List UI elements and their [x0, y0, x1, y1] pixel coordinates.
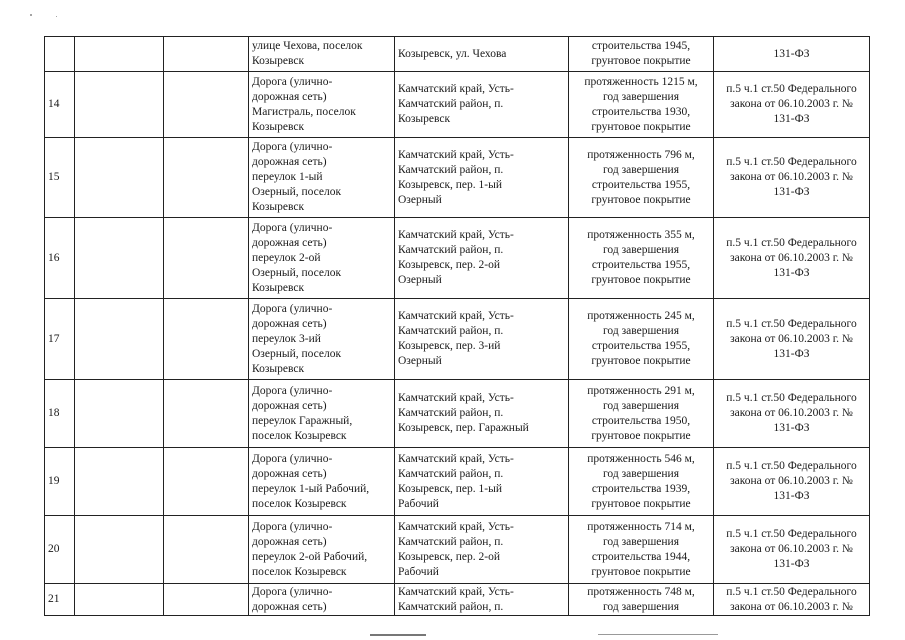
table-row: [45, 37, 870, 72]
object-characteristics: протяженность 796 м, год завершения строительства 1955, грунтовое покрытие: [569, 138, 714, 218]
scan-edge-mark: [370, 634, 426, 636]
row-number: 21: [45, 584, 75, 616]
row-number: 18: [45, 380, 75, 448]
empty-cell: [75, 584, 164, 616]
table-row: [45, 448, 870, 516]
row-number: 20: [45, 516, 75, 584]
object-characteristics: протяженность 546 м, год завершения строительства 1939, грунтовое покрытие: [569, 448, 714, 516]
object-characteristics: протяженность 355 м, год завершения строительства 1955, грунтовое покрытие: [569, 218, 714, 299]
object-address: Козыревск, ул. Чехова: [395, 37, 569, 72]
object-address: Камчатский край, Усть- Камчатский район, п.: [395, 584, 569, 616]
empty-cell: [164, 218, 249, 299]
table-row: [45, 72, 870, 138]
empty-cell: [75, 138, 164, 218]
empty-cell: [75, 380, 164, 448]
object-name: Дорога (улично- дорожная сеть) переулок 1-ый Озерный, поселок Козыревск: [249, 138, 395, 218]
object-name: Дорога (улично- дорожная сеть) Магистраль, поселок Козыревск: [249, 72, 395, 138]
row-number: 17: [45, 299, 75, 380]
legal-basis: п.5 ч.1 ст.50 Федерального закона от 06.10.2003 г. №: [714, 584, 870, 616]
empty-cell: [164, 138, 249, 218]
legal-basis: 131-ФЗ: [714, 37, 870, 72]
object-characteristics: протяженность 748 м, год завершения: [569, 584, 714, 616]
object-address: Камчатский край, Усть- Камчатский район, п. Козыревск, пер. Гаражный: [395, 380, 569, 448]
legal-basis: п.5 ч.1 ст.50 Федерального закона от 06.10.2003 г. № 131-ФЗ: [714, 448, 870, 516]
row-number: 14: [45, 72, 75, 138]
table-row: [45, 584, 870, 616]
legal-basis: п.5 ч.1 ст.50 Федерального закона от 06.10.2003 г. № 131-ФЗ: [714, 138, 870, 218]
empty-cell: [75, 516, 164, 584]
empty-cell: [75, 218, 164, 299]
row-number: 15: [45, 138, 75, 218]
empty-cell: [164, 448, 249, 516]
empty-cell: [164, 516, 249, 584]
scan-edge-mark: [598, 634, 718, 635]
empty-cell: [164, 584, 249, 616]
object-characteristics: протяженность 245 м, год завершения строительства 1955, грунтовое покрытие: [569, 299, 714, 380]
table-row: [45, 138, 870, 218]
object-name: Дорога (улично- дорожная сеть) переулок 2-ой Рабочий, поселок Козыревск: [249, 516, 395, 584]
object-characteristics: строительства 1945, грунтовое покрытие: [569, 37, 714, 72]
legal-basis: п.5 ч.1 ст.50 Федерального закона от 06.10.2003 г. № 131-ФЗ: [714, 516, 870, 584]
empty-cell: [164, 37, 249, 72]
object-name: Дорога (улично- дорожная сеть): [249, 584, 395, 616]
object-characteristics: протяженность 714 м, год завершения строительства 1944, грунтовое покрытие: [569, 516, 714, 584]
road-registry-table: [44, 36, 870, 616]
empty-cell: [164, 380, 249, 448]
object-address: Камчатский край, Усть- Камчатский район, п. Козыревск, пер. 2-ой Озерный: [395, 218, 569, 299]
object-name: улице Чехова, поселок Козыревск: [249, 37, 395, 72]
object-name: Дорога (улично- дорожная сеть) переулок Гаражный, поселок Козыревск: [249, 380, 395, 448]
table-row: [45, 380, 870, 448]
object-address: Камчатский край, Усть- Камчатский район, п. Козыревск, пер. 2-ой Рабочий: [395, 516, 569, 584]
empty-cell: [164, 299, 249, 380]
table-row: [45, 516, 870, 584]
legal-basis: п.5 ч.1 ст.50 Федерального закона от 06.10.2003 г. № 131-ФЗ: [714, 218, 870, 299]
legal-basis: п.5 ч.1 ст.50 Федерального закона от 06.10.2003 г. № 131-ФЗ: [714, 299, 870, 380]
row-number: 19: [45, 448, 75, 516]
row-number: [45, 37, 75, 72]
table-row: [45, 218, 870, 299]
scan-speck: [56, 16, 57, 17]
object-address: Камчатский край, Усть- Камчатский район, п. Козыревск, пер. 1-ый Рабочий: [395, 448, 569, 516]
row-number: 16: [45, 218, 75, 299]
scan-speck: [30, 14, 32, 16]
empty-cell: [75, 37, 164, 72]
object-name: Дорога (улично- дорожная сеть) переулок 2-ой Озерный, поселок Козыревск: [249, 218, 395, 299]
object-characteristics: протяженность 1215 м, год завершения строительства 1930, грунтовое покрытие: [569, 72, 714, 138]
legal-basis: п.5 ч.1 ст.50 Федерального закона от 06.10.2003 г. № 131-ФЗ: [714, 72, 870, 138]
object-characteristics: протяженность 291 м, год завершения строительства 1950, грунтовое покрытие: [569, 380, 714, 448]
table-row: [45, 299, 870, 380]
empty-cell: [75, 72, 164, 138]
empty-cell: [164, 72, 249, 138]
object-address: Камчатский край, Усть- Камчатский район, п. Козыревск, пер. 3-ий Озерный: [395, 299, 569, 380]
object-address: Камчатский край, Усть- Камчатский район, п. Козыревск, пер. 1-ый Озерный: [395, 138, 569, 218]
object-name: Дорога (улично- дорожная сеть) переулок 1-ый Рабочий, поселок Козыревск: [249, 448, 395, 516]
empty-cell: [75, 299, 164, 380]
empty-cell: [75, 448, 164, 516]
object-name: Дорога (улично- дорожная сеть) переулок 3-ий Озерный, поселок Козыревск: [249, 299, 395, 380]
legal-basis: п.5 ч.1 ст.50 Федерального закона от 06.10.2003 г. № 131-ФЗ: [714, 380, 870, 448]
object-address: Камчатский край, Усть- Камчатский район, п. Козыревск: [395, 72, 569, 138]
